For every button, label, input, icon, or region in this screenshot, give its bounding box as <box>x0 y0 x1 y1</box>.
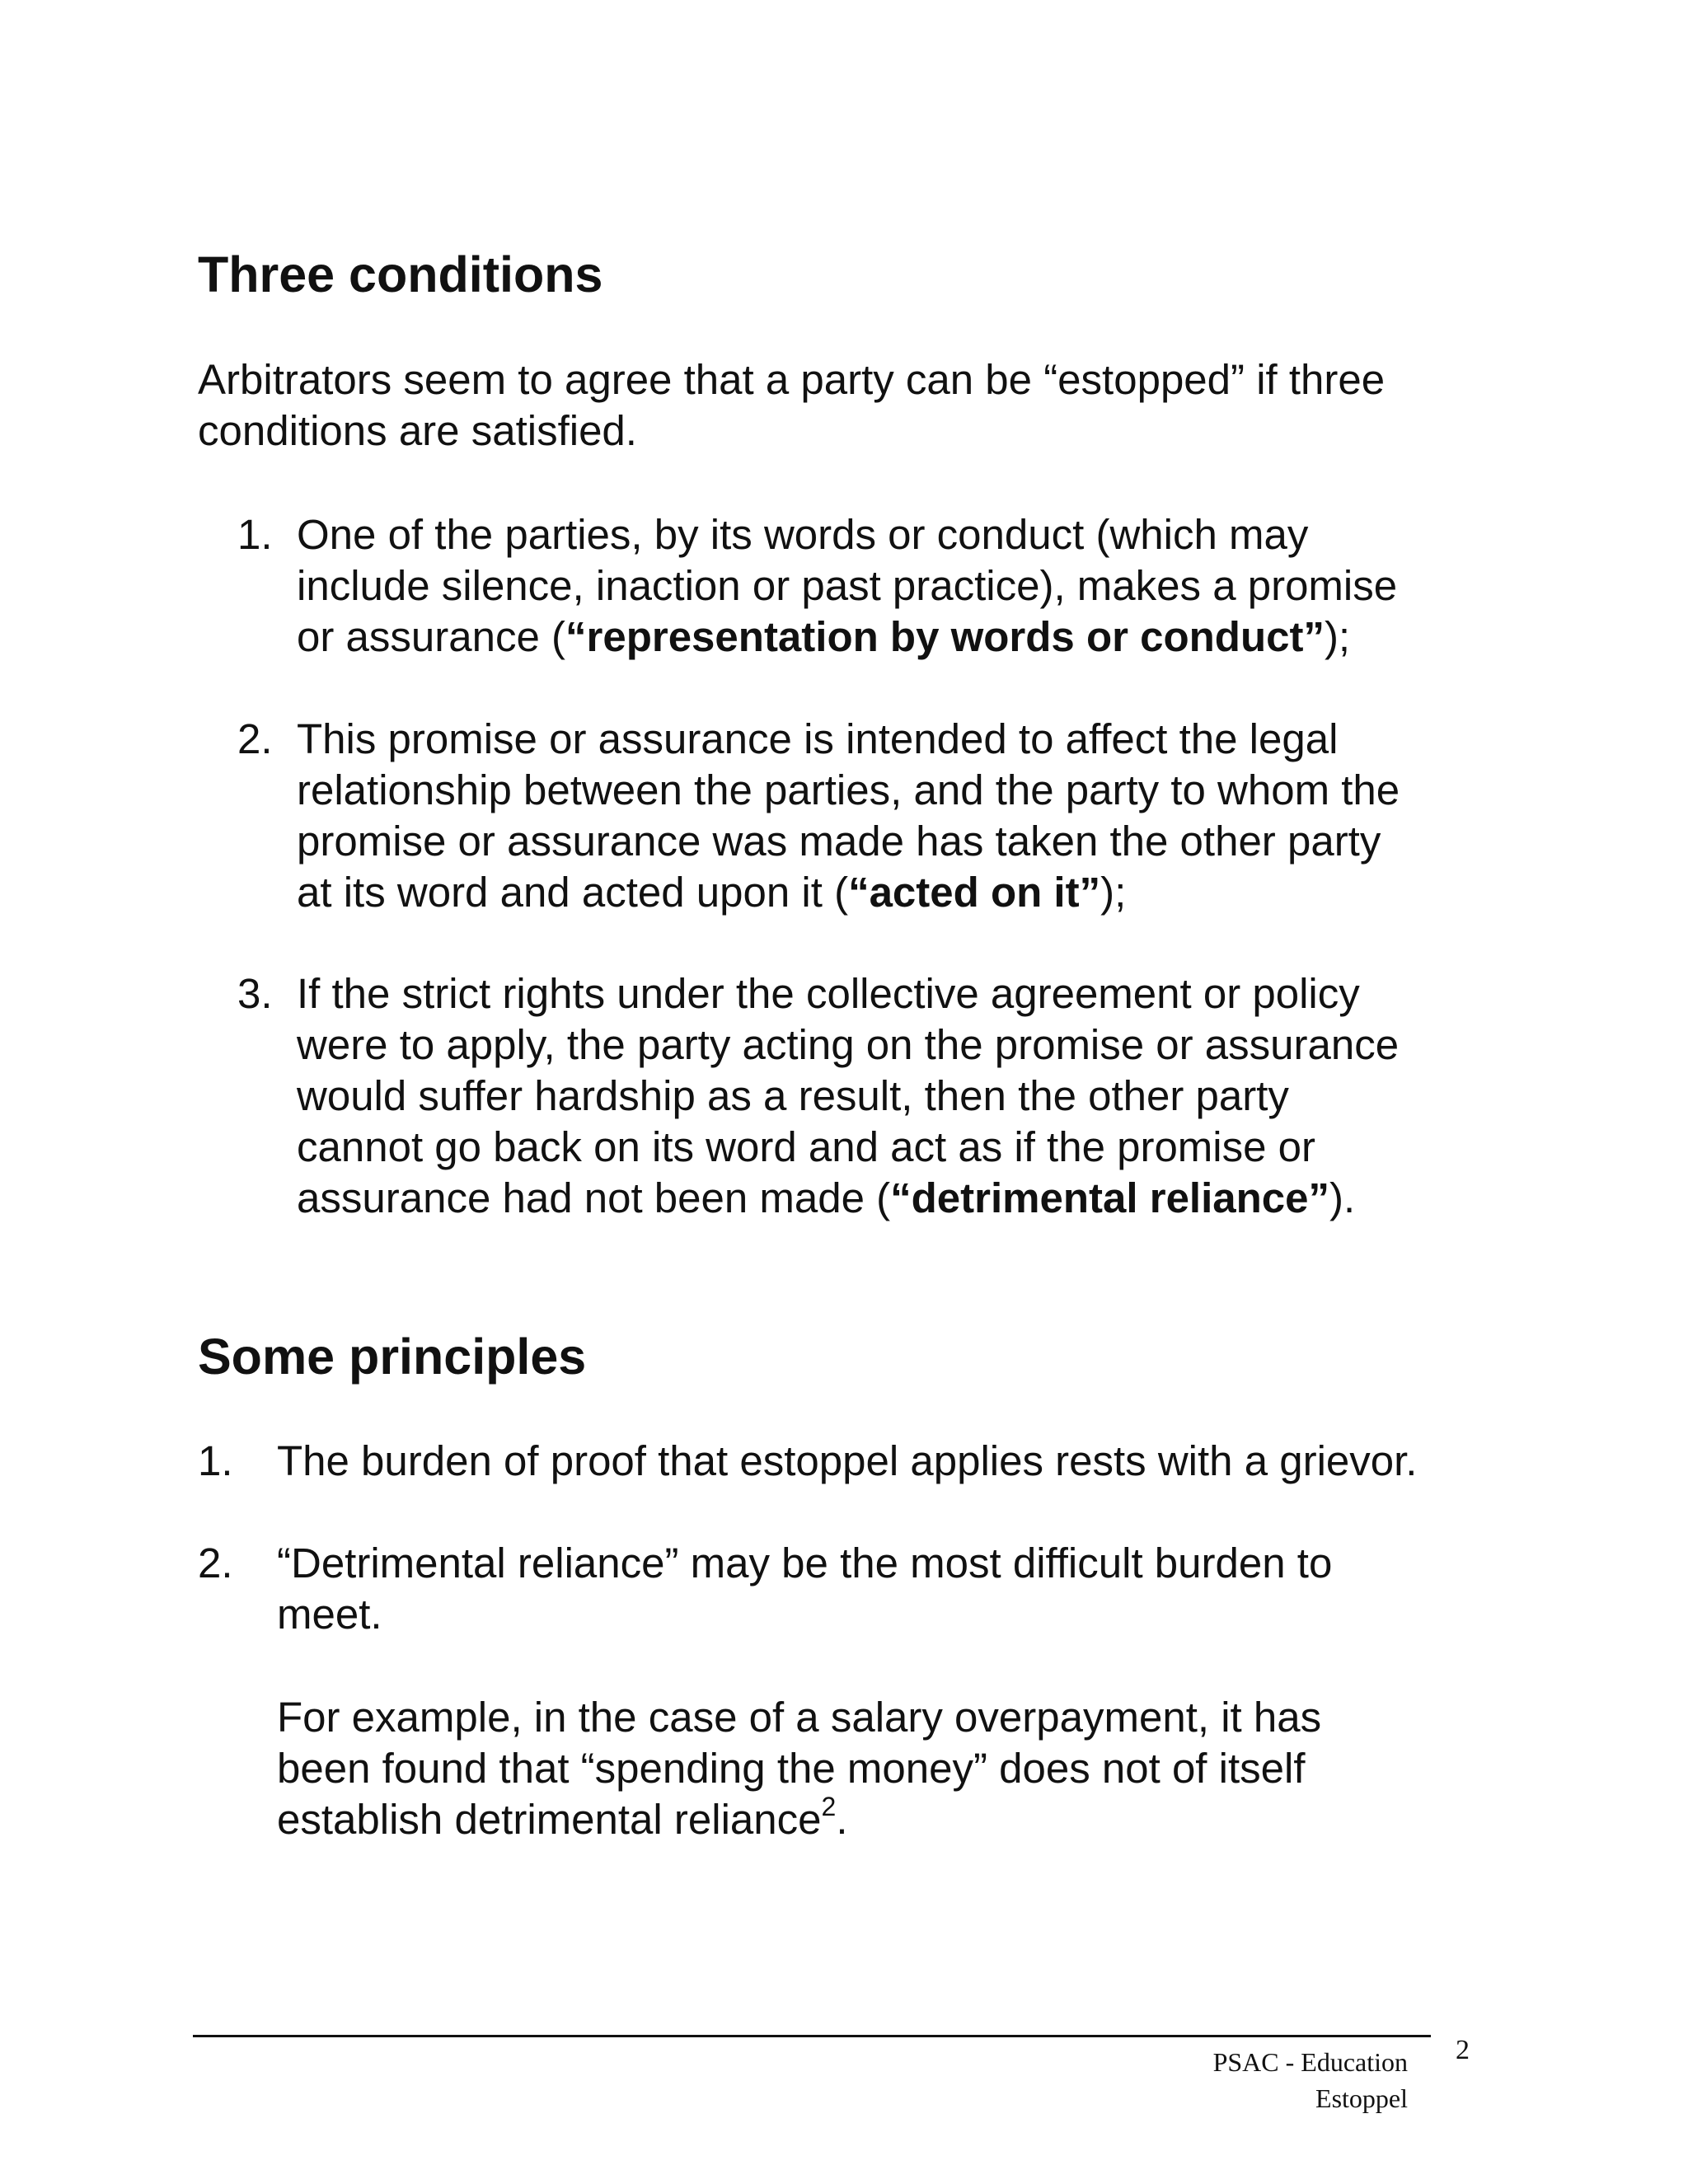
section-heading-three-conditions: Three conditions <box>198 246 603 302</box>
list-number: 1. <box>198 1437 233 1484</box>
condition-text <box>297 968 1399 1224</box>
text-line: relationship between the parties, and the party to whom the <box>297 766 1400 813</box>
defined-term: “representation by words or conduct” <box>565 613 1325 660</box>
principle-text <box>277 1436 1417 1487</box>
footnote-reference[interactable]: 2 <box>821 1792 837 1821</box>
text-line: promise or assurance was made has taken the other party <box>297 818 1381 865</box>
text-line: For example, in the case of a salary overpayment, it has <box>277 1694 1322 1741</box>
list-number: 3. <box>237 970 273 1017</box>
text-fragment: ); <box>1324 613 1351 660</box>
text-line: include silence, inaction or past practice), makes a promise <box>297 562 1398 609</box>
text-fragment: or assurance ( <box>297 613 565 660</box>
footer-topic: Estoppel <box>1315 2083 1408 2113</box>
text-fragment: at its word and acted upon it ( <box>297 869 849 916</box>
text-line <box>297 1173 1399 1224</box>
text-fragment: ). <box>1329 1174 1356 1221</box>
condition-text <box>297 509 1397 663</box>
page-number: 2 <box>1456 2035 1470 2065</box>
footer-organization: PSAC - Education <box>1212 2047 1408 2077</box>
text-fragment: . <box>836 1796 848 1843</box>
text-line: The burden of proof that estoppel applies rests with a grievor. <box>277 1437 1418 1484</box>
footer-divider <box>193 2035 1431 2037</box>
condition-text <box>297 714 1400 918</box>
text-fragment: establish detrimental reliance <box>277 1796 822 1843</box>
text-line: One of the parties, by its words or conduct (which may <box>297 511 1309 558</box>
intro-line: Arbitrators seem to agree that a party can be “estopped” if three <box>198 356 1386 403</box>
list-number: 1. <box>237 511 273 558</box>
principle-text <box>277 1538 1332 1640</box>
defined-term: “detrimental reliance” <box>890 1174 1330 1221</box>
text-line: “Detrimental reliance” may be the most difficult burden to <box>277 1540 1333 1586</box>
section-heading-some-principles: Some principles <box>198 1329 587 1385</box>
text-fragment: assurance had not been made ( <box>297 1174 891 1221</box>
text-line <box>277 1794 1321 1845</box>
text-line <box>297 612 1397 663</box>
text-line: If the strict rights under the collective agreement or policy <box>297 970 1360 1017</box>
text-fragment: ); <box>1100 869 1127 916</box>
text-line: been found that “spending the money” does not of itself <box>277 1745 1306 1792</box>
text-line: were to apply, the party acting on the promise or assurance <box>297 1021 1400 1068</box>
intro-line: conditions are satisfied. <box>198 407 637 454</box>
text-line: meet. <box>277 1591 382 1638</box>
text-line: cannot go back on its word and act as if the promise or <box>297 1123 1316 1170</box>
defined-term: “acted on it” <box>848 869 1101 916</box>
text-line: This promise or assurance is intended to affect the legal <box>297 715 1339 762</box>
example-paragraph <box>277 1692 1321 1845</box>
intro-paragraph <box>198 354 1385 457</box>
list-number: 2. <box>237 715 273 762</box>
text-line <box>297 867 1400 918</box>
text-line: would suffer hardship as a result, then the other party <box>297 1072 1289 1119</box>
list-number: 2. <box>198 1540 233 1586</box>
